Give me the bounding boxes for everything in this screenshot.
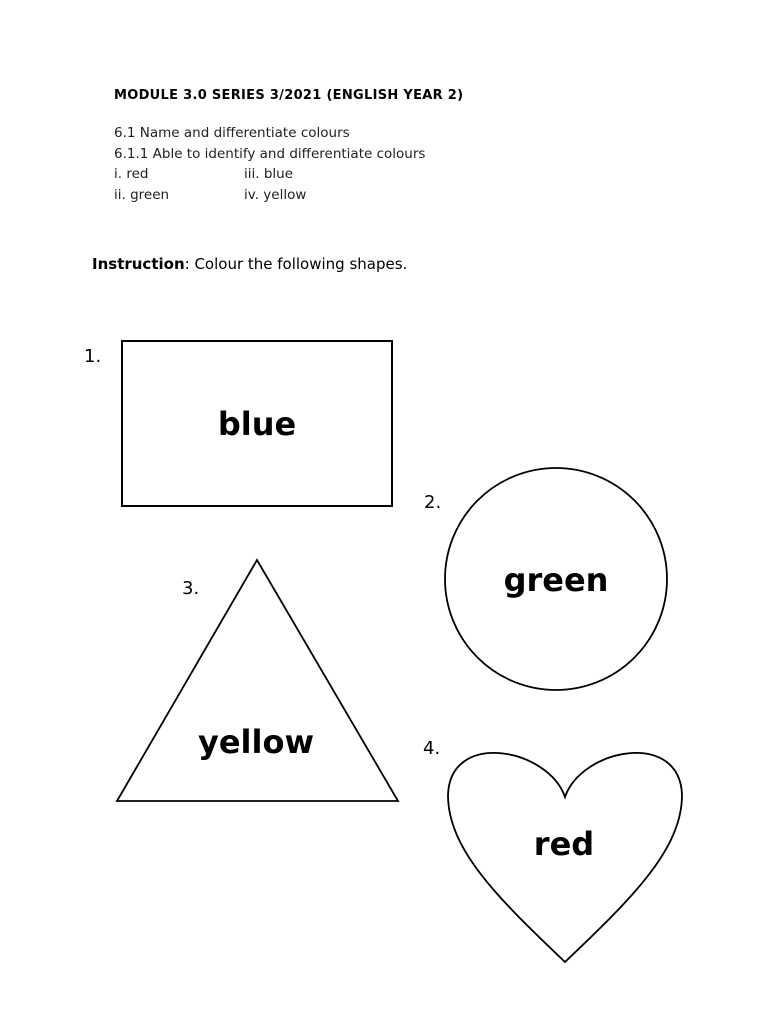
- shape-label-green: green: [503, 561, 609, 599]
- triangle-shape[interactable]: [117, 560, 398, 801]
- shape-label-yellow: yellow: [197, 723, 315, 761]
- shape-number: 4.: [423, 738, 441, 759]
- shape-number: 3.: [182, 578, 200, 599]
- colour-item: iii. blue: [244, 166, 294, 182]
- colour-item: ii. green: [114, 186, 170, 203]
- colour-item: i. red: [114, 166, 149, 182]
- shape-label-red: red: [533, 825, 595, 863]
- instruction-text: : Colour the following shapes.: [184, 255, 408, 273]
- colour-item: iv. yellow: [244, 186, 307, 203]
- shape-number: 1.: [84, 346, 102, 367]
- objective-learning-standard: 6.1.1 Able to identify and differentiate colours: [114, 145, 426, 162]
- shape-number: 2.: [424, 492, 442, 513]
- instruction-label: Instruction: [92, 255, 185, 273]
- shape-label-blue: blue: [217, 405, 297, 443]
- objective-standard: 6.1 Name and differentiate colours: [114, 125, 350, 141]
- module-title: MODULE 3.0 SERIES 3/2021 (ENGLISH YEAR 2): [114, 88, 464, 103]
